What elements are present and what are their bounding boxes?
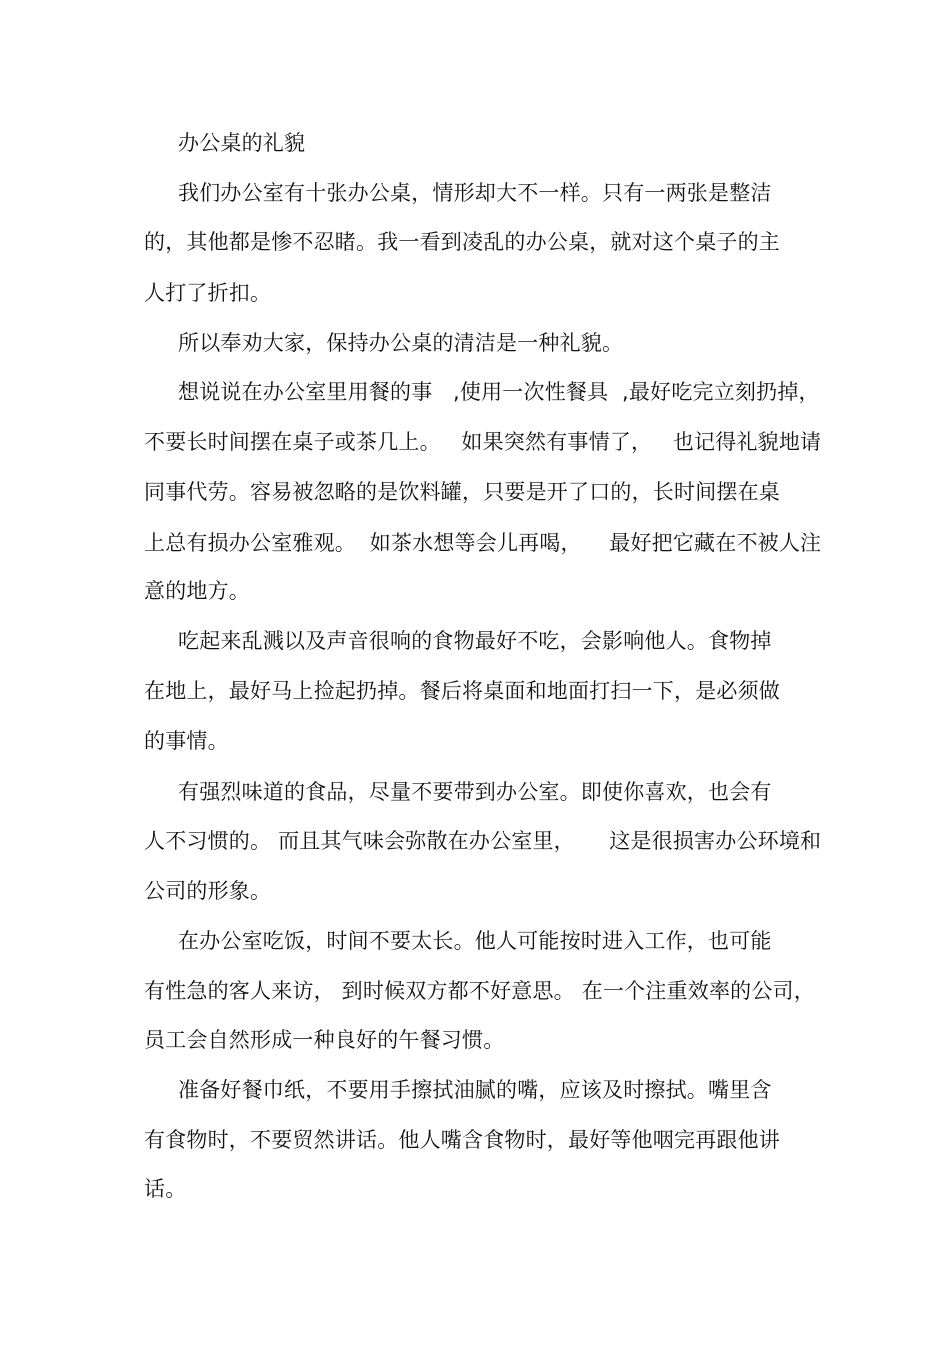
text-line: 人打了折扣。: [144, 281, 272, 305]
text-line: 所以奉劝大家，保持办公桌的清洁是一种礼貌。: [178, 331, 624, 355]
text-line: 话。: [144, 1177, 187, 1201]
text-line: 的，其他都是惨不忍睹。我一看到凌乱的办公桌，就对这个桌子的主: [144, 230, 780, 254]
document-title: 办公桌的礼貌: [178, 131, 306, 155]
text-line: 我们办公室有十张办公桌，情形却大不一样。只有一两张是整洁: [178, 181, 772, 205]
text-line: 的事情。: [144, 729, 229, 753]
text-line: 有食物时，不要贸然讲话。他人嘴含食物时，最好等他咽完再跟他讲: [144, 1128, 780, 1152]
text-line: 吃起来乱溅以及声音很响的食物最好不吃，会影响他人。食物掉: [178, 629, 772, 653]
text-line: 准备好餐巾纸，不要用手擦拭油腻的嘴，应该及时擦拭。嘴里含: [178, 1078, 772, 1102]
text-line: 在办公室吃饭，时间不要太长。他人可能按时进入工作，也可能: [178, 929, 772, 953]
text-line: 员工会自然形成一种良好的午餐习惯。: [144, 1028, 505, 1052]
text-line: 不要长时间摆在桌子或茶几上。 如果突然有事情了， 也记得礼貌地请: [144, 430, 822, 454]
text-line: 同事代劳。容易被忽略的是饮料罐，只要是开了口的，长时间摆在桌: [144, 480, 780, 504]
text-line: 有性急的客人来访， 到时候双方都不好意思。 在一个注重效率的公司，: [144, 979, 815, 1003]
text-line: 人不习惯的。 而且其气味会弥散在办公室里， 这是很损害办公环境和: [144, 829, 822, 853]
text-line: 在地上，最好马上捡起扔掉。餐后将桌面和地面打扫一下，是必须做: [144, 679, 780, 703]
text-line: 公司的形象。: [144, 879, 272, 903]
text-line: 有强烈味道的食品，尽量不要带到办公室。即使你喜欢，也会有: [178, 780, 772, 804]
text-line: 上总有损办公室雅观。 如茶水想等会儿再喝， 最好把它藏在不被人注: [144, 531, 822, 555]
text-line: 想说说在办公室里用餐的事 ,使用一次性餐具 ,最好吃完立刻扔掉，: [178, 380, 820, 404]
text-line: 意的地方。: [144, 579, 250, 603]
